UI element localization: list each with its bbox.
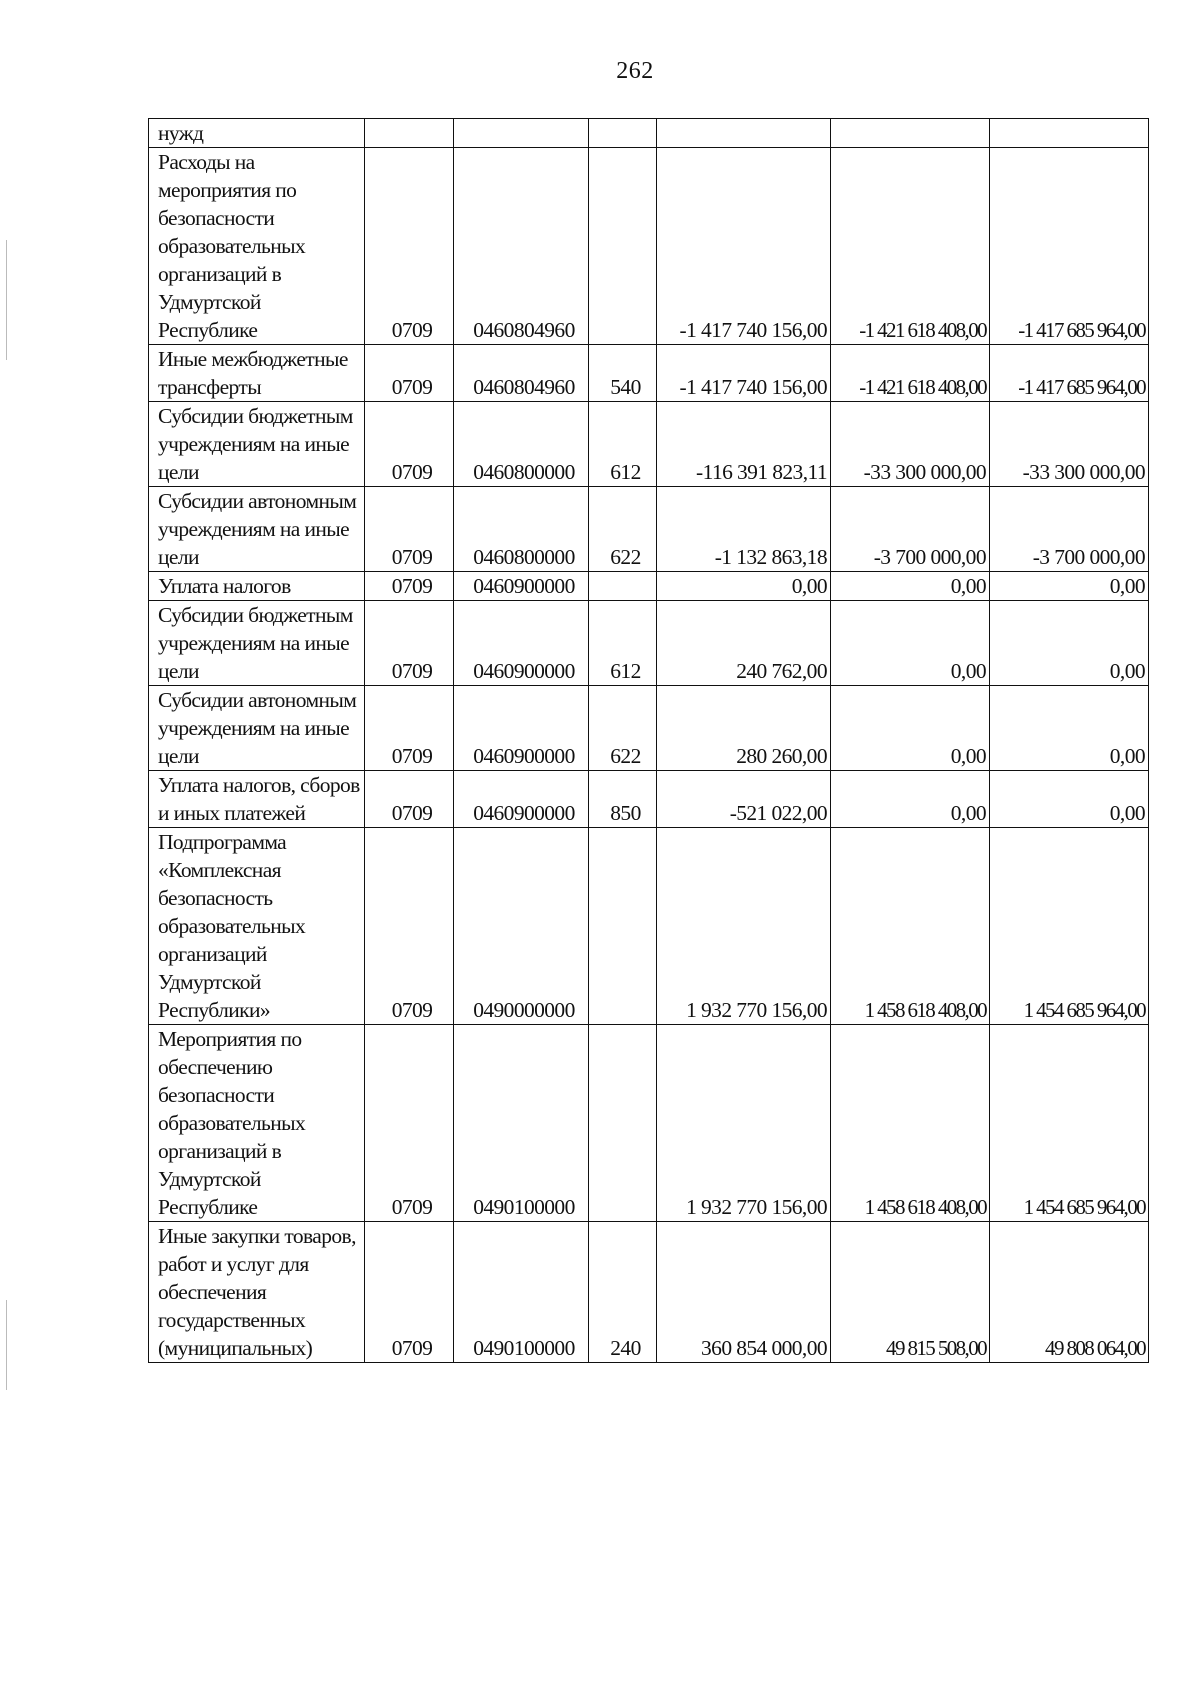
table-row	[149, 1025, 1149, 1222]
target-article-code: 0460900000	[454, 572, 589, 601]
row-description: Иные закупки товаров, работ и услуг для обеспечения государственных (муниципальных)	[149, 1222, 365, 1363]
target-article-code: 0460900000	[454, 686, 589, 771]
amount-year-1	[657, 119, 831, 148]
target-article-code: 0460800000	[454, 487, 589, 572]
row-description: Субсидии бюджетным учреждениям на иные цели	[149, 601, 365, 686]
amount-year-3: 49 808 064,00	[990, 1222, 1149, 1363]
section-code: 0709	[365, 402, 454, 487]
amount-year-2: 0,00	[831, 601, 990, 686]
target-article-code: 0460900000	[454, 601, 589, 686]
table-row	[149, 148, 1149, 345]
amount-year-1: -1 417 740 156,00	[657, 345, 831, 402]
amount-year-1: 280 260,00	[657, 686, 831, 771]
section-code: 0709	[365, 487, 454, 572]
target-article-code: 0460804960	[454, 345, 589, 402]
table-row	[149, 828, 1149, 1025]
amount-year-2: -33 300 000,00	[831, 402, 990, 487]
table-row	[149, 1222, 1149, 1363]
amount-year-1: -1 132 863,18	[657, 487, 831, 572]
expense-type-code: 612	[589, 402, 657, 487]
amount-year-3: -1 417 685 964,00	[990, 148, 1149, 345]
amount-year-2	[831, 119, 990, 148]
amount-year-3: 1 454 685 964,00	[990, 1025, 1149, 1222]
amount-year-3: -33 300 000,00	[990, 402, 1149, 487]
amount-year-3: 0,00	[990, 686, 1149, 771]
table-row	[149, 572, 1149, 601]
amount-year-2: -1 421 618 408,00	[831, 345, 990, 402]
section-code: 0709	[365, 1222, 454, 1363]
amount-year-1: -521 022,00	[657, 771, 831, 828]
section-code: 0709	[365, 1025, 454, 1222]
section-code: 0709	[365, 601, 454, 686]
row-description: Субсидии автономным учреждениям на иные цели	[149, 686, 365, 771]
target-article-code: 0490100000	[454, 1222, 589, 1363]
section-code: 0709	[365, 148, 454, 345]
expense-type-code: 622	[589, 487, 657, 572]
section-code: 0709	[365, 828, 454, 1025]
expense-type-code: 612	[589, 601, 657, 686]
section-code: 0709	[365, 771, 454, 828]
amount-year-1: 0,00	[657, 572, 831, 601]
scan-margin-mark	[6, 240, 7, 360]
amount-year-1: -1 417 740 156,00	[657, 148, 831, 345]
expense-type-code	[589, 148, 657, 345]
budget-table	[148, 118, 1149, 1363]
row-description: Подпрограмма «Комплексная безопасность образовательных организаций Удмуртской Республики»	[149, 828, 365, 1025]
amount-year-2: -3 700 000,00	[831, 487, 990, 572]
section-code: 0709	[365, 572, 454, 601]
expense-type-code: 540	[589, 345, 657, 402]
amount-year-1: 1 932 770 156,00	[657, 1025, 831, 1222]
amount-year-1: 360 854 000,00	[657, 1222, 831, 1363]
amount-year-3: 1 454 685 964,00	[990, 828, 1149, 1025]
table-row	[149, 601, 1149, 686]
amount-year-3: 0,00	[990, 572, 1149, 601]
amount-year-1: 240 762,00	[657, 601, 831, 686]
row-description: Субсидии автономным учреждениям на иные цели	[149, 487, 365, 572]
table-row	[149, 686, 1149, 771]
amount-year-3	[990, 119, 1149, 148]
expense-type-code	[589, 828, 657, 1025]
table-row	[149, 402, 1149, 487]
target-article-code	[454, 119, 589, 148]
amount-year-2: -1 421 618 408,00	[831, 148, 990, 345]
row-description: нужд	[149, 119, 365, 148]
table-row	[149, 771, 1149, 828]
expense-type-code: 622	[589, 686, 657, 771]
expense-type-code: 240	[589, 1222, 657, 1363]
row-description: Расходы на мероприятия по безопасности образовательных организаций в Удмуртской Республике	[149, 148, 365, 345]
target-article-code: 0460800000	[454, 402, 589, 487]
page-number: 262	[616, 58, 654, 84]
amount-year-3: 0,00	[990, 601, 1149, 686]
amount-year-2: 1 458 618 408,00	[831, 828, 990, 1025]
expense-type-code	[589, 1025, 657, 1222]
target-article-code: 0490000000	[454, 828, 589, 1025]
amount-year-2: 49 815 508,00	[831, 1222, 990, 1363]
amount-year-3: 0,00	[990, 771, 1149, 828]
section-code	[365, 119, 454, 148]
expense-type-code: 850	[589, 771, 657, 828]
row-description: Мероприятия по обеспечению безопасности образовательных организаций в Удмуртской Республике	[149, 1025, 365, 1222]
amount-year-1: 1 932 770 156,00	[657, 828, 831, 1025]
expense-type-code	[589, 572, 657, 601]
section-code: 0709	[365, 345, 454, 402]
row-description: Иные межбюджетные трансферты	[149, 345, 365, 402]
row-description: Субсидии бюджетным учреждениям на иные цели	[149, 402, 365, 487]
amount-year-1: -116 391 823,11	[657, 402, 831, 487]
amount-year-2: 1 458 618 408,00	[831, 1025, 990, 1222]
amount-year-2: 0,00	[831, 771, 990, 828]
table-row	[149, 119, 1149, 148]
amount-year-2: 0,00	[831, 572, 990, 601]
target-article-code: 0490100000	[454, 1025, 589, 1222]
amount-year-3: -1 417 685 964,00	[990, 345, 1149, 402]
amount-year-3: -3 700 000,00	[990, 487, 1149, 572]
table-row	[149, 345, 1149, 402]
amount-year-2: 0,00	[831, 686, 990, 771]
section-code: 0709	[365, 686, 454, 771]
expense-type-code	[589, 119, 657, 148]
row-description: Уплата налогов	[149, 572, 365, 601]
scan-margin-mark	[6, 1300, 7, 1390]
table-row	[149, 487, 1149, 572]
target-article-code: 0460900000	[454, 771, 589, 828]
target-article-code: 0460804960	[454, 148, 589, 345]
row-description: Уплата налогов, сборов и иных платежей	[149, 771, 365, 828]
